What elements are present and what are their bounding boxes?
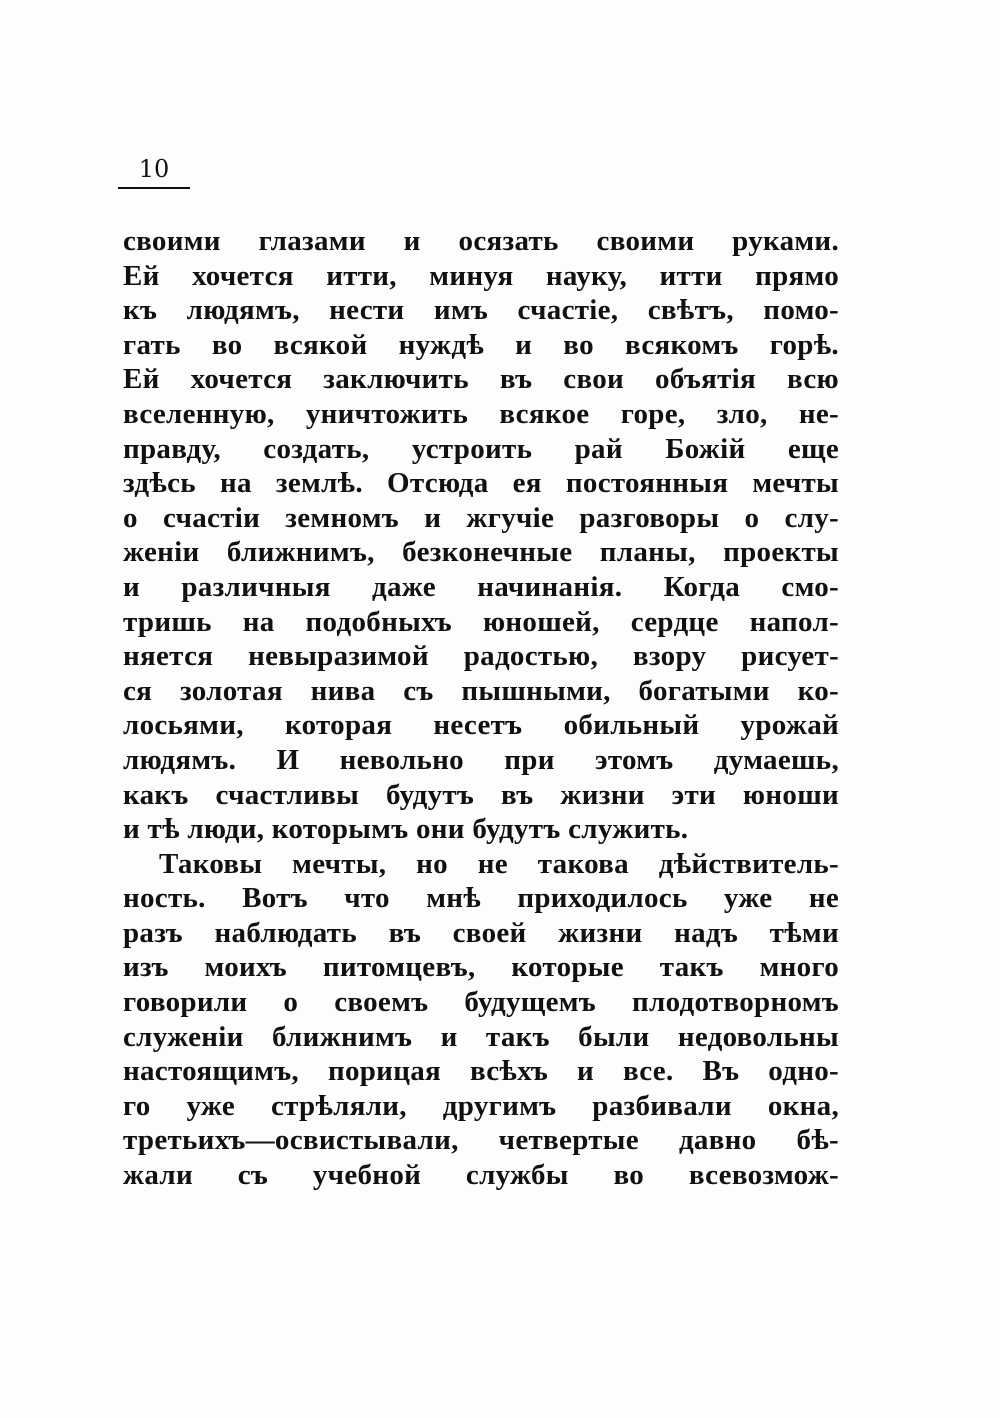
- text-line: говорили о своемъ будущемъ плодотворномъ: [123, 986, 839, 1019]
- text-line: и различныя даже начинанія. Когда смо-: [123, 570, 839, 603]
- text-line: о счастіи земномъ и жгучіе разговоры о слу-: [123, 501, 839, 534]
- text-line: къ людямъ, нести имъ счастіе, свѣтъ, помо-: [123, 294, 839, 327]
- text-line: изъ моихъ питомцевъ, которые такъ много: [123, 951, 839, 984]
- text-line: Ей хочется итти, минуя науку, итти прямо: [123, 259, 839, 292]
- text-line: няется невыразимой радостью, взору рисует-: [123, 640, 839, 673]
- body-text: [123, 224, 839, 1193]
- text-line: гать во всякой нуждѣ и во всякомъ горѣ.: [123, 328, 839, 361]
- text-line: вселенную, уничтожить всякое горе, зло, не-: [123, 397, 839, 430]
- text-line: женіи ближнимъ, безконечные планы, проекты: [123, 536, 839, 569]
- text-line: третьихъ—освистывали, четвертые давно бѣ-: [123, 1124, 839, 1157]
- text-line: здѣсь на землѣ. Отсюда ея постоянныя мечты: [123, 467, 839, 500]
- page-number: 10: [118, 155, 190, 189]
- text-line: людямъ. И невольно при этомъ думаешь,: [123, 743, 839, 776]
- text-line: своими глазами и осязать своими руками.: [123, 225, 839, 257]
- text-line: Ей хочется заключить въ свои объятія всю: [123, 363, 839, 396]
- text-line-paragraph-start: Таковы мечты, но не такова дѣйствитель-: [159, 847, 839, 880]
- text-line: настоящимъ, порицая всѣхъ и все. Въ одно-: [123, 1055, 839, 1088]
- text-line: служеніи ближнимъ и такъ были недовольны: [123, 1020, 839, 1053]
- text-line: ся золотая нива съ пышными, богатыми ко-: [123, 674, 839, 707]
- text-line: тришь на подобныхъ юношей, сердце напол-: [123, 605, 839, 638]
- text-line: какъ счастливы будутъ въ жизни эти юноши: [123, 778, 839, 811]
- text-line: разъ наблюдать въ своей жизни надъ тѣми: [123, 916, 839, 949]
- text-line: лосьями, которая несетъ обильный урожай: [123, 709, 839, 742]
- text-line: го уже стрѣляли, другимъ разбивали окна,: [123, 1089, 839, 1122]
- text-line: ность. Вотъ что мнѣ приходилось уже не: [123, 882, 839, 915]
- text-line: и тѣ люди, которымъ они будутъ служить.: [123, 813, 689, 846]
- text-line: правду, создать, устроить рай Божій еще: [123, 432, 839, 465]
- text-line: жали съ учебной службы во всевозмож-: [123, 1159, 839, 1192]
